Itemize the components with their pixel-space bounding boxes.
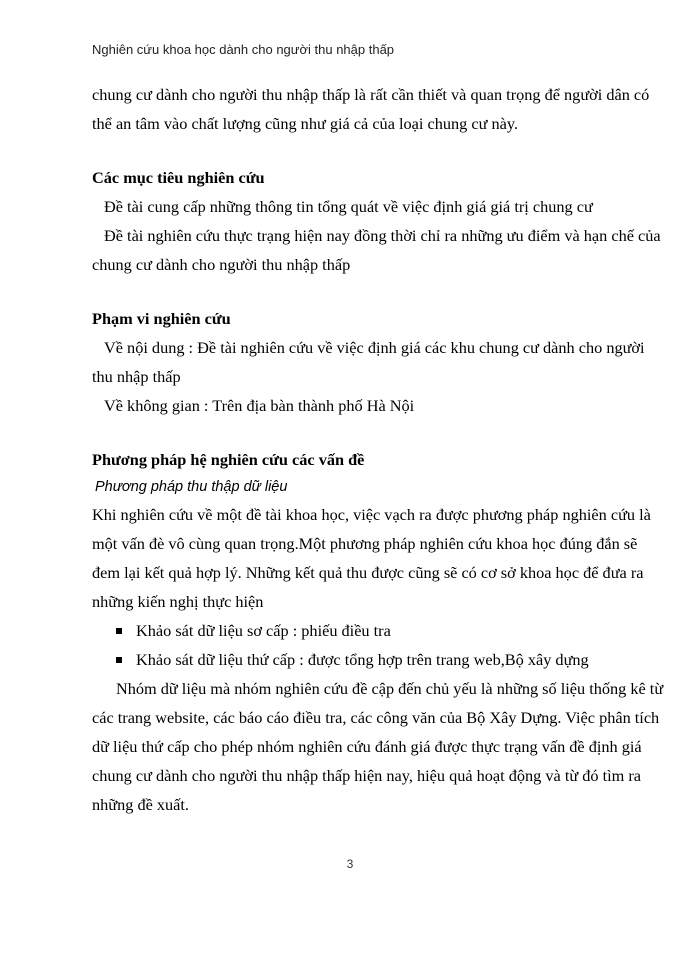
- bullet-text: Khảo sát dữ liệu sơ cấp : phiếu điều tra: [136, 621, 391, 640]
- objectives-line: chung cư dành cho người thu nhập thấp: [92, 255, 351, 274]
- section-heading-objectives: Các mục tiêu nghiên cứu: [92, 168, 265, 187]
- square-bullet-icon: [116, 628, 122, 634]
- square-bullet-icon: [116, 657, 122, 663]
- methods-paragraph-line: những kiến nghị thực hiện: [92, 592, 264, 611]
- methods-paragraph-line: các trang website, các báo cáo điều tra, các công văn của Bộ Xây Dựng. Việc phân tích: [92, 708, 660, 727]
- methods-paragraph-line: dữ liệu thứ cấp cho phép nhóm nghiên cứu đánh giá được thực trạng vấn đề định giá: [92, 737, 642, 756]
- document-body: [92, 80, 664, 819]
- bullet-item: [92, 616, 652, 645]
- bullet-text: Khảo sát dữ liệu thứ cấp : được tổng hợp trên trang web,Bộ xây dựng: [136, 650, 589, 669]
- intro-line: chung cư dành cho người thu nhập thấp là rất cần thiết và quan trọng để người dân có: [92, 85, 650, 104]
- intro-line: thể an tâm vào chất lượng cũng như giá cả của loại chung cư này.: [92, 114, 518, 133]
- methods-paragraph-line: đem lại kết quả hợp lý. Những kết quả thu được cũng sẽ có cơ sở khoa học để đưa ra: [92, 563, 644, 582]
- running-header: Nghiên cứu khoa học dành cho người thu nhập thấp: [92, 42, 395, 57]
- section-gap: [92, 138, 652, 163]
- methods-paragraph-line: Nhóm dữ liệu mà nhóm nghiên cứu đề cập đến chủ yếu là những số liệu thống kê từ: [116, 679, 664, 698]
- section-gap: [92, 420, 652, 445]
- methods-paragraph-line: Khi nghiên cứu về một đề tài khoa học, việc vạch ra được phương pháp nghiên cứu là: [92, 505, 651, 524]
- section-gap: [92, 279, 652, 304]
- scope-line: Về nội dung : Đề tài nghiên cứu về việc định giá các khu chung cư dành cho người: [104, 338, 645, 357]
- methods-paragraph-line: những đề xuất.: [92, 795, 189, 814]
- scope-line: thu nhập thấp: [92, 367, 181, 386]
- objectives-line: Đề tài cung cấp những thông tin tổng quát về việc định giá giá trị chung cư: [104, 197, 593, 216]
- section-heading-methods: Phương pháp hệ nghiên cứu các vấn đề: [92, 450, 365, 469]
- methods-paragraph-line: chung cư dành cho người thu nhập thấp hiện nay, hiệu quả hoạt động và từ đó tìm ra: [92, 766, 642, 785]
- subsection-heading-data-collection: Phương pháp thu thập dữ liệu: [95, 479, 288, 495]
- page-number: 3: [346, 857, 354, 871]
- objectives-line: Đề tài nghiên cứu thực trạng hiện nay đồng thời chỉ ra những ưu điểm và hạn chế của: [104, 226, 661, 245]
- scope-line: Về không gian : Trên địa bàn thành phố Hà Nội: [104, 396, 415, 415]
- section-heading-scope: Phạm vi nghiên cứu: [92, 309, 231, 328]
- methods-paragraph-line: một vấn đè vô cùng quan trọng.Một phương pháp nghiên cứu khoa học đúng đắn sẽ: [92, 534, 638, 553]
- bullet-item: [92, 645, 652, 674]
